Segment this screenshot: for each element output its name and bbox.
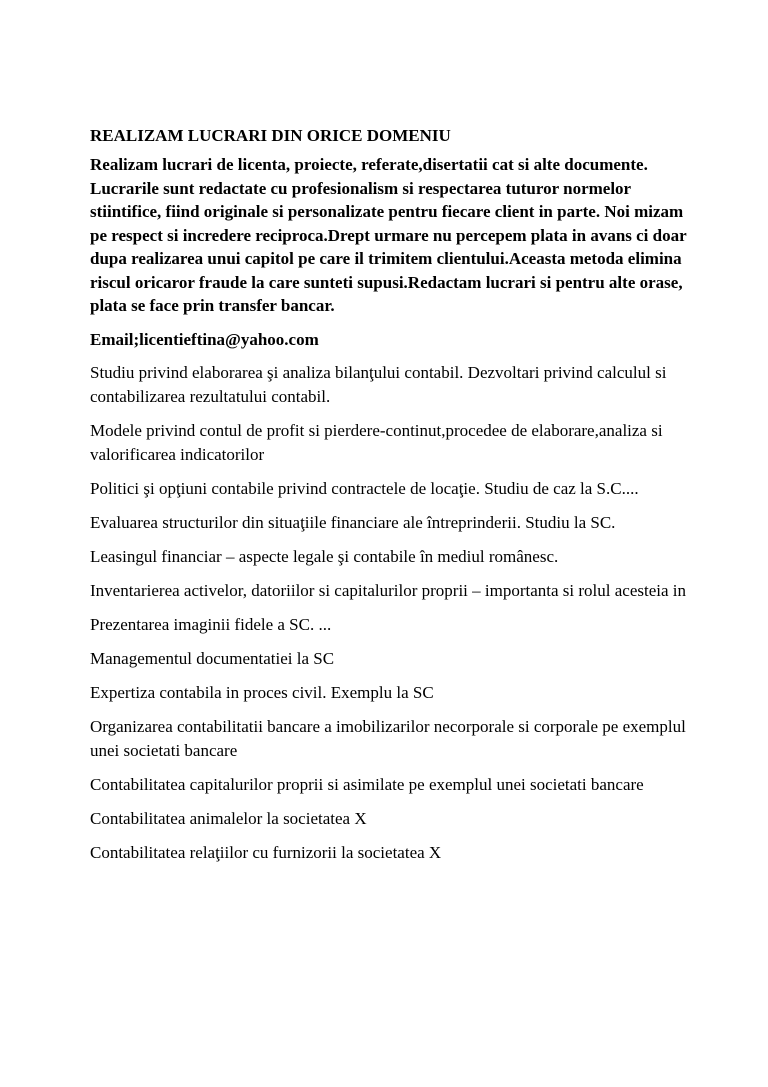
topic-list <box>90 361 690 865</box>
list-item: Contabilitatea capitalurilor proprii si asimilate pe exemplul unei societati bancare <box>90 774 644 794</box>
page-title: REALIZAM LUCRARI DIN ORICE DOMENIU <box>90 126 451 145</box>
list-item: Prezentarea imaginii fidele a SC. ... <box>90 614 332 634</box>
list-item: Politici şi opţiuni contabile privind contractele de locaţie. Studiu de caz la S.C.... <box>90 478 639 498</box>
list-item: Inventarierea activelor, datoriilor si capitalurilor proprii – importanta si rolul acesteia in <box>90 580 686 600</box>
list-item: Expertiza contabila in proces civil. Exemplu la SC <box>90 682 434 702</box>
list-item: Leasingul financiar – aspecte legale şi contabile în mediul românesc. <box>90 546 559 566</box>
document-page <box>90 124 690 875</box>
list-item: Studiu privind elaborarea şi analiza bilanţului contabil. Dezvoltari privind calculul si contabilizarea rezultatului contabil. <box>90 362 667 406</box>
list-item: Evaluarea structurilor din situaţiile financiare ale întreprinderii. Studiu la SC. <box>90 512 616 532</box>
list-item: Modele privind contul de profit si pierdere-continut,procedee de elaborare,analiza si valorificarea indicatorilor <box>90 420 663 464</box>
list-item: Contabilitatea animalelor la societatea X <box>90 808 367 828</box>
list-item: Managementul documentatiei la SC <box>90 648 335 668</box>
contact-email: Email;licentieftina@yahoo.com <box>90 329 319 349</box>
intro-paragraph: Realizam lucrari de licenta, proiecte, referate,disertatii cat si alte documente. Lucrarile sunt redactate cu profesionalism si respectarea tuturor normelor stiintifice, fiind originale si personalizate pentru fiecare client in parte. Noi mizam pe respect si incredere reciproca.Drept urmare nu percepem plata in avans ci doar dupa realizarea unui capitol pe care il trimitem clientului.Aceasta metoda elimina riscul oricaror fraude la care sunteti supusi.Redactam lucrari si pentru alte orase, plata se face prin transfer bancar. <box>90 155 687 315</box>
list-item: Organizarea contabilitatii bancare a imobilizarilor necorporale si corporale pe exemplul unei societati bancare <box>90 716 686 760</box>
list-item: Contabilitatea relaţiilor cu furnizorii la societatea X <box>90 842 442 862</box>
